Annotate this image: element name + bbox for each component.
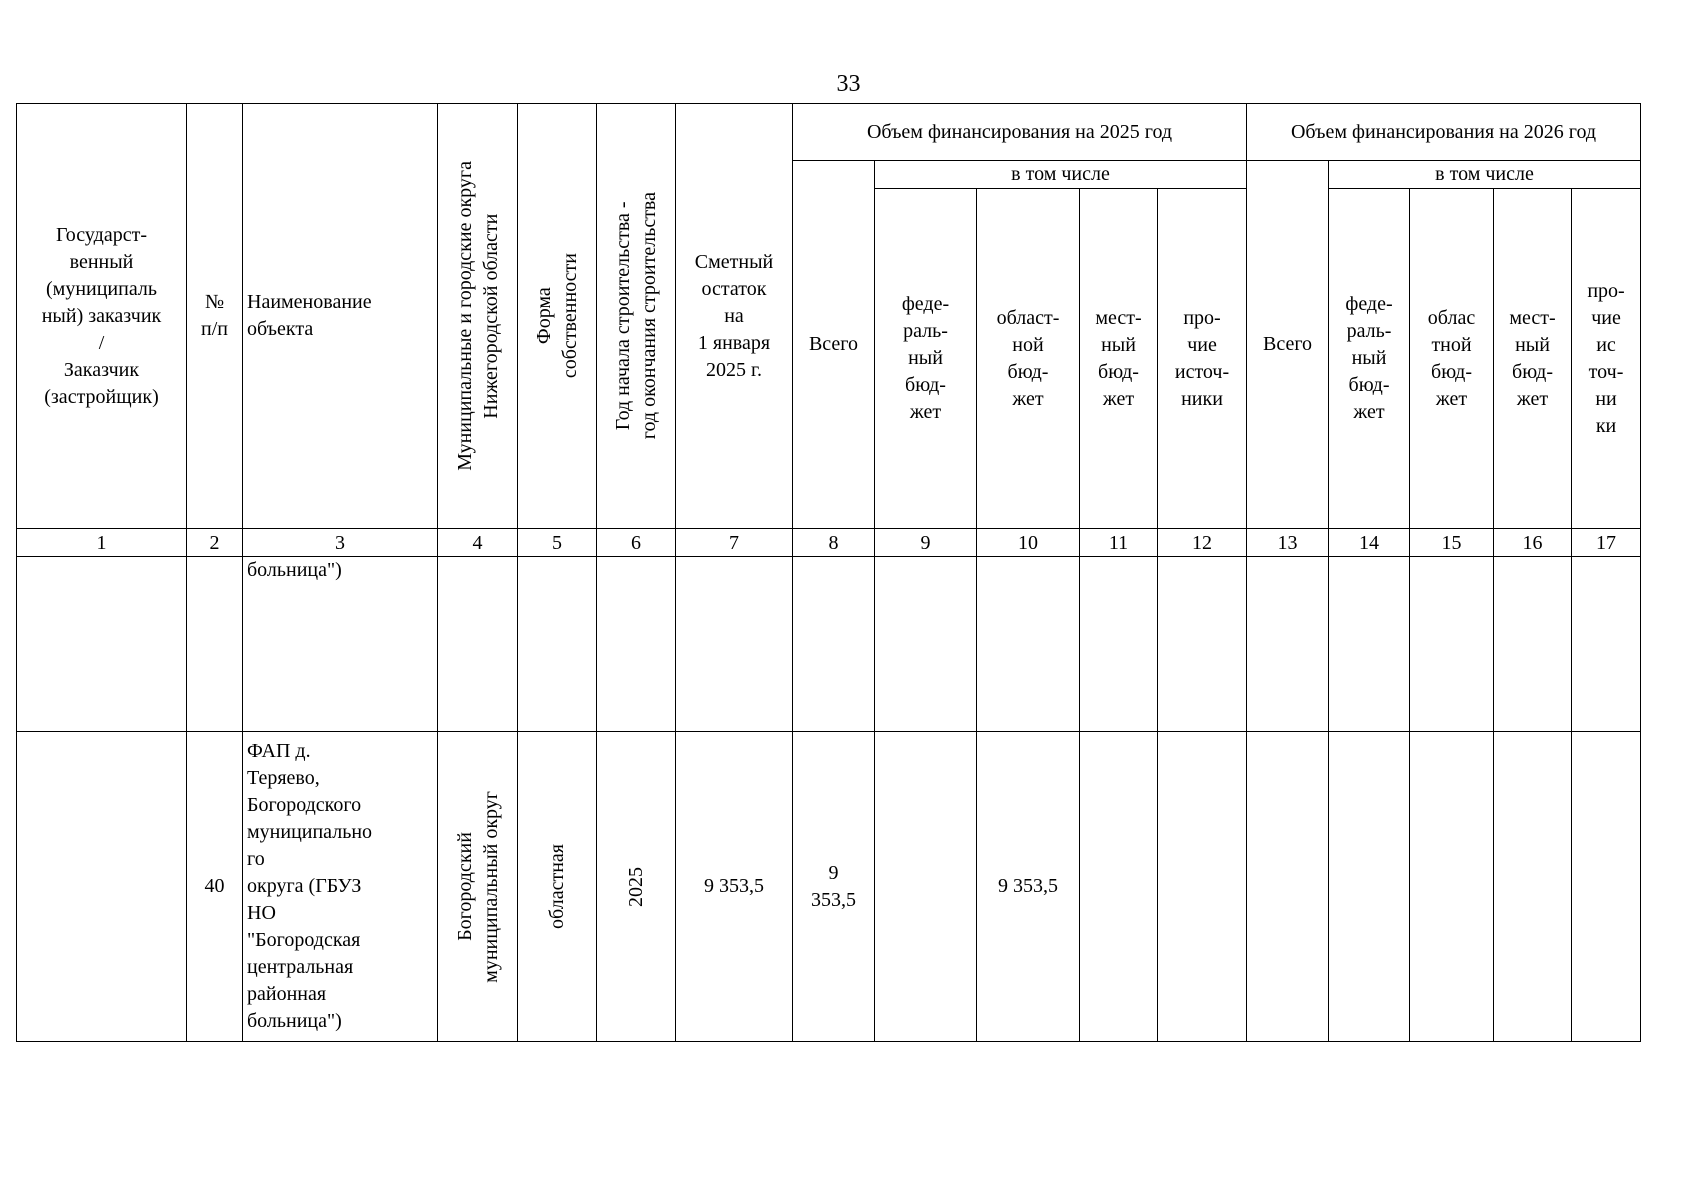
column-number: 10 xyxy=(977,529,1080,557)
cell-federal-2026 xyxy=(1329,557,1410,732)
cell-object-name: больница") xyxy=(243,557,438,732)
cell-ownership xyxy=(518,732,597,1042)
cell-local-2026 xyxy=(1494,557,1572,732)
cell-other-2026 xyxy=(1572,557,1641,732)
cell-num xyxy=(187,557,243,732)
header-other-2025: про- чие источ- ники xyxy=(1158,189,1247,529)
column-number: 16 xyxy=(1494,529,1572,557)
cell-object-name: ФАП д. Теряево, Богородского муниципально го округа (ГБУЗ НО "Богородская центральная районная больница") xyxy=(243,732,438,1042)
header-ownership-cell xyxy=(518,104,597,529)
financing-table xyxy=(16,103,1641,1042)
header-years: Год начала строительства - год окончания строительства xyxy=(612,192,660,440)
cell-customer xyxy=(17,557,187,732)
header-object-name: Наименование объекта xyxy=(243,104,438,529)
column-number: 8 xyxy=(793,529,875,557)
cell-federal-2025 xyxy=(875,732,977,1042)
column-numbers-row xyxy=(17,529,1641,557)
cell-total-2026 xyxy=(1247,732,1329,1042)
cell-num: 40 xyxy=(187,732,243,1042)
table-row xyxy=(17,732,1641,1042)
cell-local-2025 xyxy=(1080,557,1158,732)
column-number: 6 xyxy=(597,529,676,557)
cell-customer xyxy=(17,732,187,1042)
header-municipality: Муниципальные и городские округа Нижегородской области xyxy=(453,161,502,471)
cell-total-2025 xyxy=(793,557,875,732)
header-years-cell xyxy=(597,104,676,529)
header-regional-2026: облас тной бюд- жет xyxy=(1410,189,1494,529)
cell-regional-2025: 9 353,5 xyxy=(977,732,1080,1042)
cell-municipality xyxy=(438,732,518,1042)
cell-estimate-balance: 9 353,5 xyxy=(676,732,793,1042)
column-number: 1 xyxy=(17,529,187,557)
cell-federal-2026 xyxy=(1329,732,1410,1042)
column-number: 3 xyxy=(243,529,438,557)
header-num: № п/п xyxy=(187,104,243,529)
cell-estimate-balance xyxy=(676,557,793,732)
header-total-2025: Всего xyxy=(793,161,875,529)
column-number: 5 xyxy=(518,529,597,557)
header-local-2026: мест- ный бюд- жет xyxy=(1494,189,1572,529)
header-local-2025: мест- ный бюд- жет xyxy=(1080,189,1158,529)
header-municipality-cell xyxy=(438,104,518,529)
column-number: 12 xyxy=(1158,529,1247,557)
header-federal-2026: феде- раль- ный бюд- жет xyxy=(1329,189,1410,529)
cell-total-2025: 9 353,5 xyxy=(793,732,875,1042)
cell-total-2026 xyxy=(1247,557,1329,732)
cell-regional-2025 xyxy=(977,557,1080,732)
cell-other-2025 xyxy=(1158,557,1247,732)
header-ownership: Форма собственности xyxy=(533,253,581,379)
header-including-2026: в том числе xyxy=(1329,161,1641,189)
header-regional-2025: област- ной бюд- жет xyxy=(977,189,1080,529)
cell-ownership xyxy=(518,557,597,732)
header-federal-2025: феде- раль- ный бюд- жет xyxy=(875,189,977,529)
column-number: 14 xyxy=(1329,529,1410,557)
header-total-2026: Всего xyxy=(1247,161,1329,529)
cell-regional-2026 xyxy=(1410,732,1494,1042)
cell-years xyxy=(597,732,676,1042)
cell-years xyxy=(597,557,676,732)
column-number: 15 xyxy=(1410,529,1494,557)
header-funding-2025: Объем финансирования на 2025 год xyxy=(793,104,1247,161)
cell-other-2026 xyxy=(1572,732,1641,1042)
cell-local-2026 xyxy=(1494,732,1572,1042)
cell-regional-2026 xyxy=(1410,557,1494,732)
cell-municipality-text: Богородский муниципальный округ xyxy=(453,790,502,983)
header-funding-2026: Объем финансирования на 2026 год xyxy=(1247,104,1641,161)
cell-years-text: 2025 xyxy=(625,866,647,907)
column-number: 13 xyxy=(1247,529,1329,557)
cell-municipality xyxy=(438,557,518,732)
header-estimate-balance: Сметный остаток на 1 января 2025 г. xyxy=(676,104,793,529)
table-row xyxy=(17,557,1641,732)
column-number: 17 xyxy=(1572,529,1641,557)
column-number: 11 xyxy=(1080,529,1158,557)
cell-local-2025 xyxy=(1080,732,1158,1042)
column-number: 9 xyxy=(875,529,977,557)
page-number: 33 xyxy=(836,71,861,97)
column-number: 2 xyxy=(187,529,243,557)
column-number: 7 xyxy=(676,529,793,557)
column-number: 4 xyxy=(438,529,518,557)
header-including-2025: в том числе xyxy=(875,161,1247,189)
header-other-2026: про- чие ис точ- ни ки xyxy=(1572,189,1641,529)
header-customer: Государст- венный (муниципаль ный) заказчик / Заказчик (застройщик) xyxy=(17,104,187,529)
cell-other-2025 xyxy=(1158,732,1247,1042)
cell-ownership-text: областная xyxy=(546,844,568,929)
cell-federal-2025 xyxy=(875,557,977,732)
